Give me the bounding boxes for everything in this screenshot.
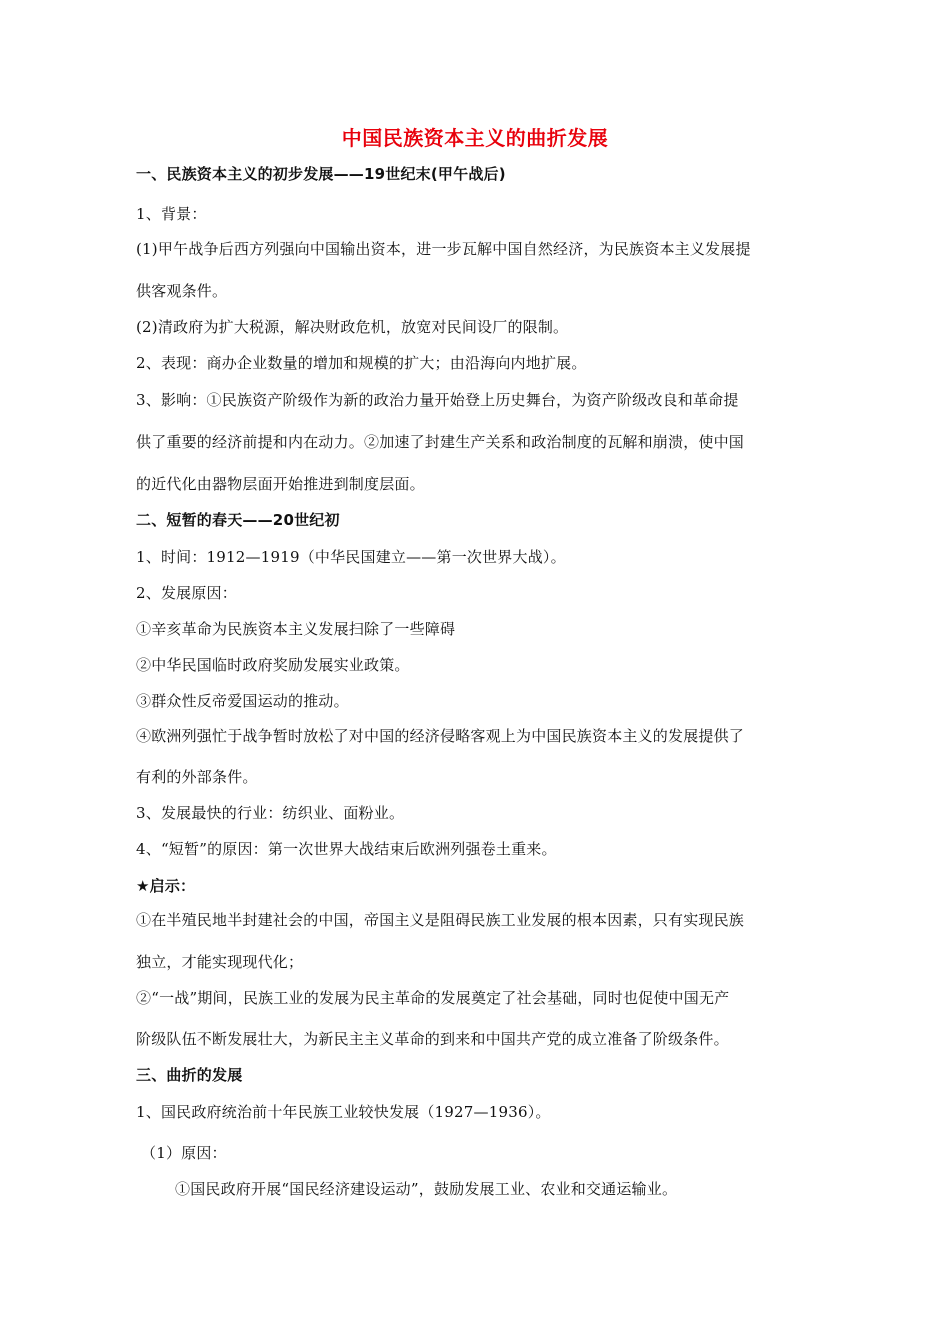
paragraph-line: 3、影响：①民族资产阶级作为新的政治力量开始登上历史舞台，为资产阶级改良和革命提 <box>136 391 739 409</box>
paragraph-line: (1)甲午战争后西方列强向中国输出资本，进一步瓦解中国自然经济，为民族资本主义发展提 <box>136 240 751 258</box>
paragraph-line: 1、背景： <box>136 205 207 223</box>
paragraph-line: ②中华民国临时政府奖励发展实业政策。 <box>136 656 410 674</box>
paragraph-line: （1）原因： <box>141 1144 227 1162</box>
paragraph-line: 阶级队伍不断发展壮大，为新民主主义革命的到来和中国共产党的成立准备了阶级条件。 <box>136 1030 729 1048</box>
paragraph-line: (2)清政府为扩大税源，解决财政危机，放宽对民间设厂的限制。 <box>136 318 569 336</box>
paragraph-line: 2、表现：商办企业数量的增加和规模的扩大；由沿海向内地扩展。 <box>136 354 587 372</box>
paragraph-line: ④欧洲列强忙于战争暂时放松了对中国的经济侵略客观上为中国民族资本主义的发展提供了 <box>136 727 745 745</box>
section-heading-2: 二、短暂的春天——20世纪初 <box>136 511 340 529</box>
document-title: 中国民族资本主义的曲折发展 <box>341 126 609 150</box>
paragraph-line: 4、“短暂”的原因：第一次世界大战结束后欧洲列强卷土重来。 <box>136 840 557 858</box>
paragraph-line: 供了重要的经济前提和内在动力。②加速了封建生产关系和政治制度的瓦解和崩溃，使中国 <box>136 433 745 451</box>
paragraph-line: 2、发展原因： <box>136 584 237 602</box>
paragraph-line: ③群众性反帝爱国运动的推动。 <box>136 692 349 710</box>
paragraph-line: 3、发展最快的行业：纺织业、面粉业。 <box>136 804 405 822</box>
paragraph-line: ②“一战”期间，民族工业的发展为民主革命的发展奠定了社会基础，同时也促使中国无产 <box>136 989 730 1007</box>
section-heading-3: 三、曲折的发展 <box>136 1066 243 1084</box>
paragraph-line: ①国民政府开展“国民经济建设运动”，鼓励发展工业、农业和交通运输业。 <box>175 1180 678 1198</box>
paragraph-line: 1、时间：1912—1919（中华民国建立——第一次世界大战）。 <box>136 548 566 566</box>
section-heading-1: 一、民族资本主义的初步发展——19世纪末(甲午战后) <box>136 165 506 183</box>
paragraph-line: 供客观条件。 <box>136 282 228 300</box>
insight-heading: ★启示： <box>136 877 196 895</box>
paragraph-line: ①在半殖民地半封建社会的中国，帝国主义是阻碍民族工业发展的根本因素，只有实现民族 <box>136 911 745 929</box>
paragraph-line: 的近代化由器物层面开始推进到制度层面。 <box>136 475 425 493</box>
paragraph-line: 有利的外部条件。 <box>136 768 258 786</box>
paragraph-line: 独立，才能实现现代化； <box>136 953 304 971</box>
paragraph-line: ①辛亥革命为民族资本主义发展扫除了一些障碍 <box>136 620 456 638</box>
paragraph-line: 1、国民政府统治前十年民族工业较快发展（1927—1936）。 <box>136 1103 551 1121</box>
